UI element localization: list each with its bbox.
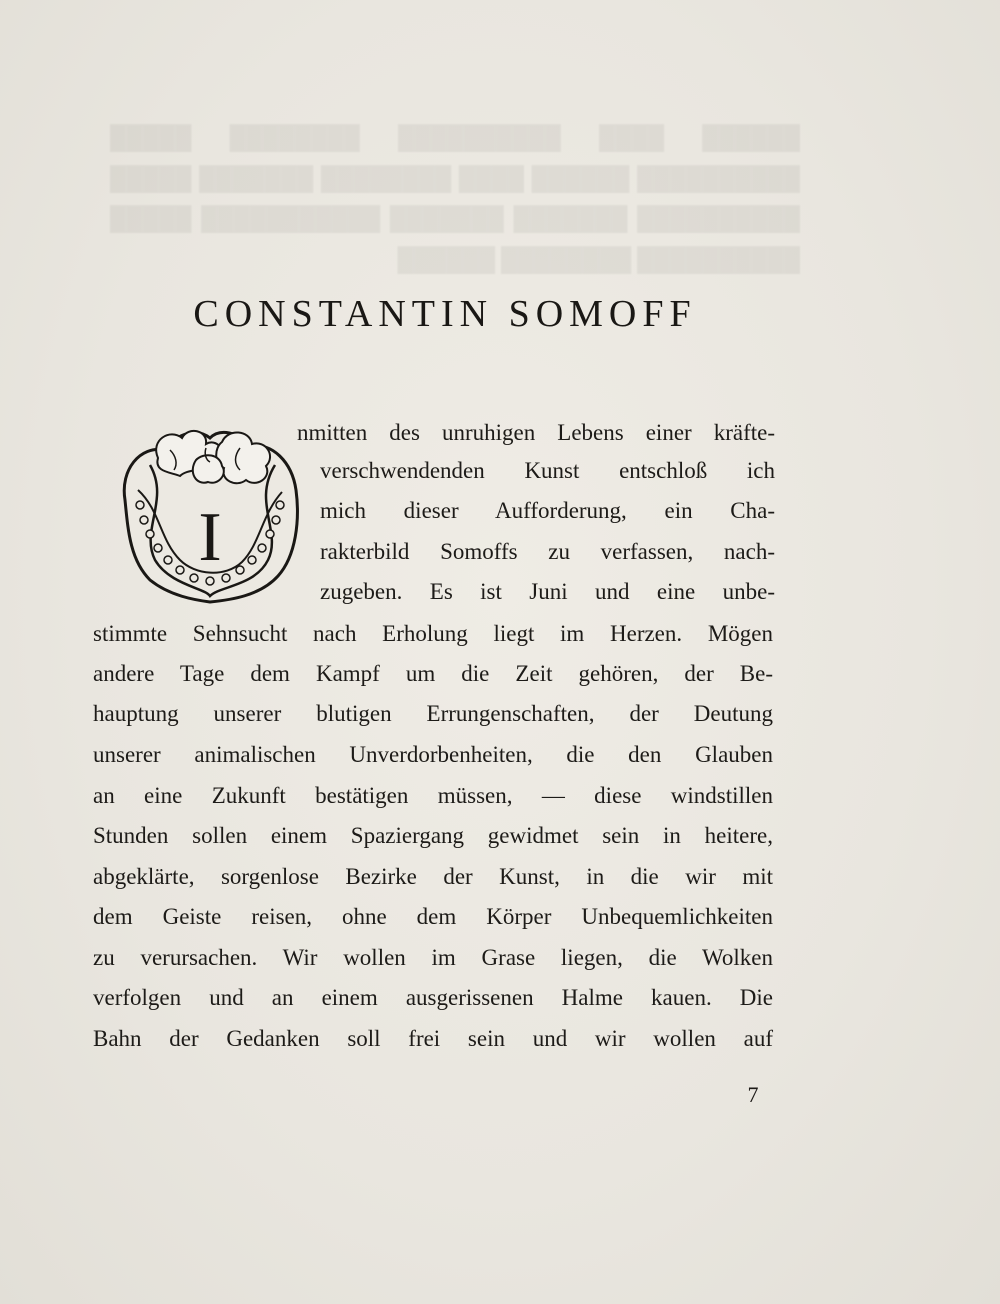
body-line: mich dieser Aufforderung, ein Cha- [320, 498, 775, 523]
body-line: zu verursachen. Wir wollen im Grase liegen, die Wolken [93, 945, 773, 970]
body-line: verschwendenden Kunst entschloß ich [320, 458, 775, 483]
body-line: andere Tage dem Kampf um die Zeit gehören, der Be- [93, 661, 773, 686]
body-line: an eine Zukunft bestätigen müssen, — diese windstillen [93, 783, 773, 808]
body-line: rakterbild Somoffs zu verfassen, nach- [320, 539, 775, 564]
body-line: abgeklärte, sorgenlose Bezirke der Kunst, in die wir mit [93, 864, 773, 889]
body-line: Stunden sollen einem Spaziergang gewidmet sein in heitere, [93, 823, 773, 848]
page-number: 7 [747, 1082, 759, 1107]
body-line: dem Geiste reisen, ohne dem Körper Unbequemlichkeiten [93, 904, 773, 929]
body-line: Bahn der Gedanken soll frei sein und wir wollen auf [93, 1026, 773, 1051]
show-through-text: ██████ ████ ██████████ ████████ █████ ██████████ ██████ ████ ████████ ███████ █████ ██████████ ███████ ███████ ███████████ █████ ██████████ ████████ ██████ [110, 125, 800, 272]
body-line: hauptung unserer blutigen Errungenschaften, der Deutung [93, 701, 773, 726]
body-line: stimmte Sehnsucht nach Erholung liegt im Herzen. Mögen [93, 621, 773, 646]
decorated-initial [110, 410, 310, 610]
body-line: verfolgen und an einem ausgerissenen Halme kauen. Die [93, 985, 773, 1010]
body-line: unserer animalischen Unverdorbenheiten, die den Glauben [93, 742, 773, 767]
body-line: zugeben. Es ist Juni und eine unbe- [320, 579, 775, 604]
drop-cap-letter: I [198, 499, 222, 576]
page-title: CONSTANTIN SOMOFF [193, 293, 697, 335]
wreath-ornament-icon [110, 410, 310, 610]
body-line: nmitten des unruhigen Lebens einer kräfte- [297, 420, 775, 445]
